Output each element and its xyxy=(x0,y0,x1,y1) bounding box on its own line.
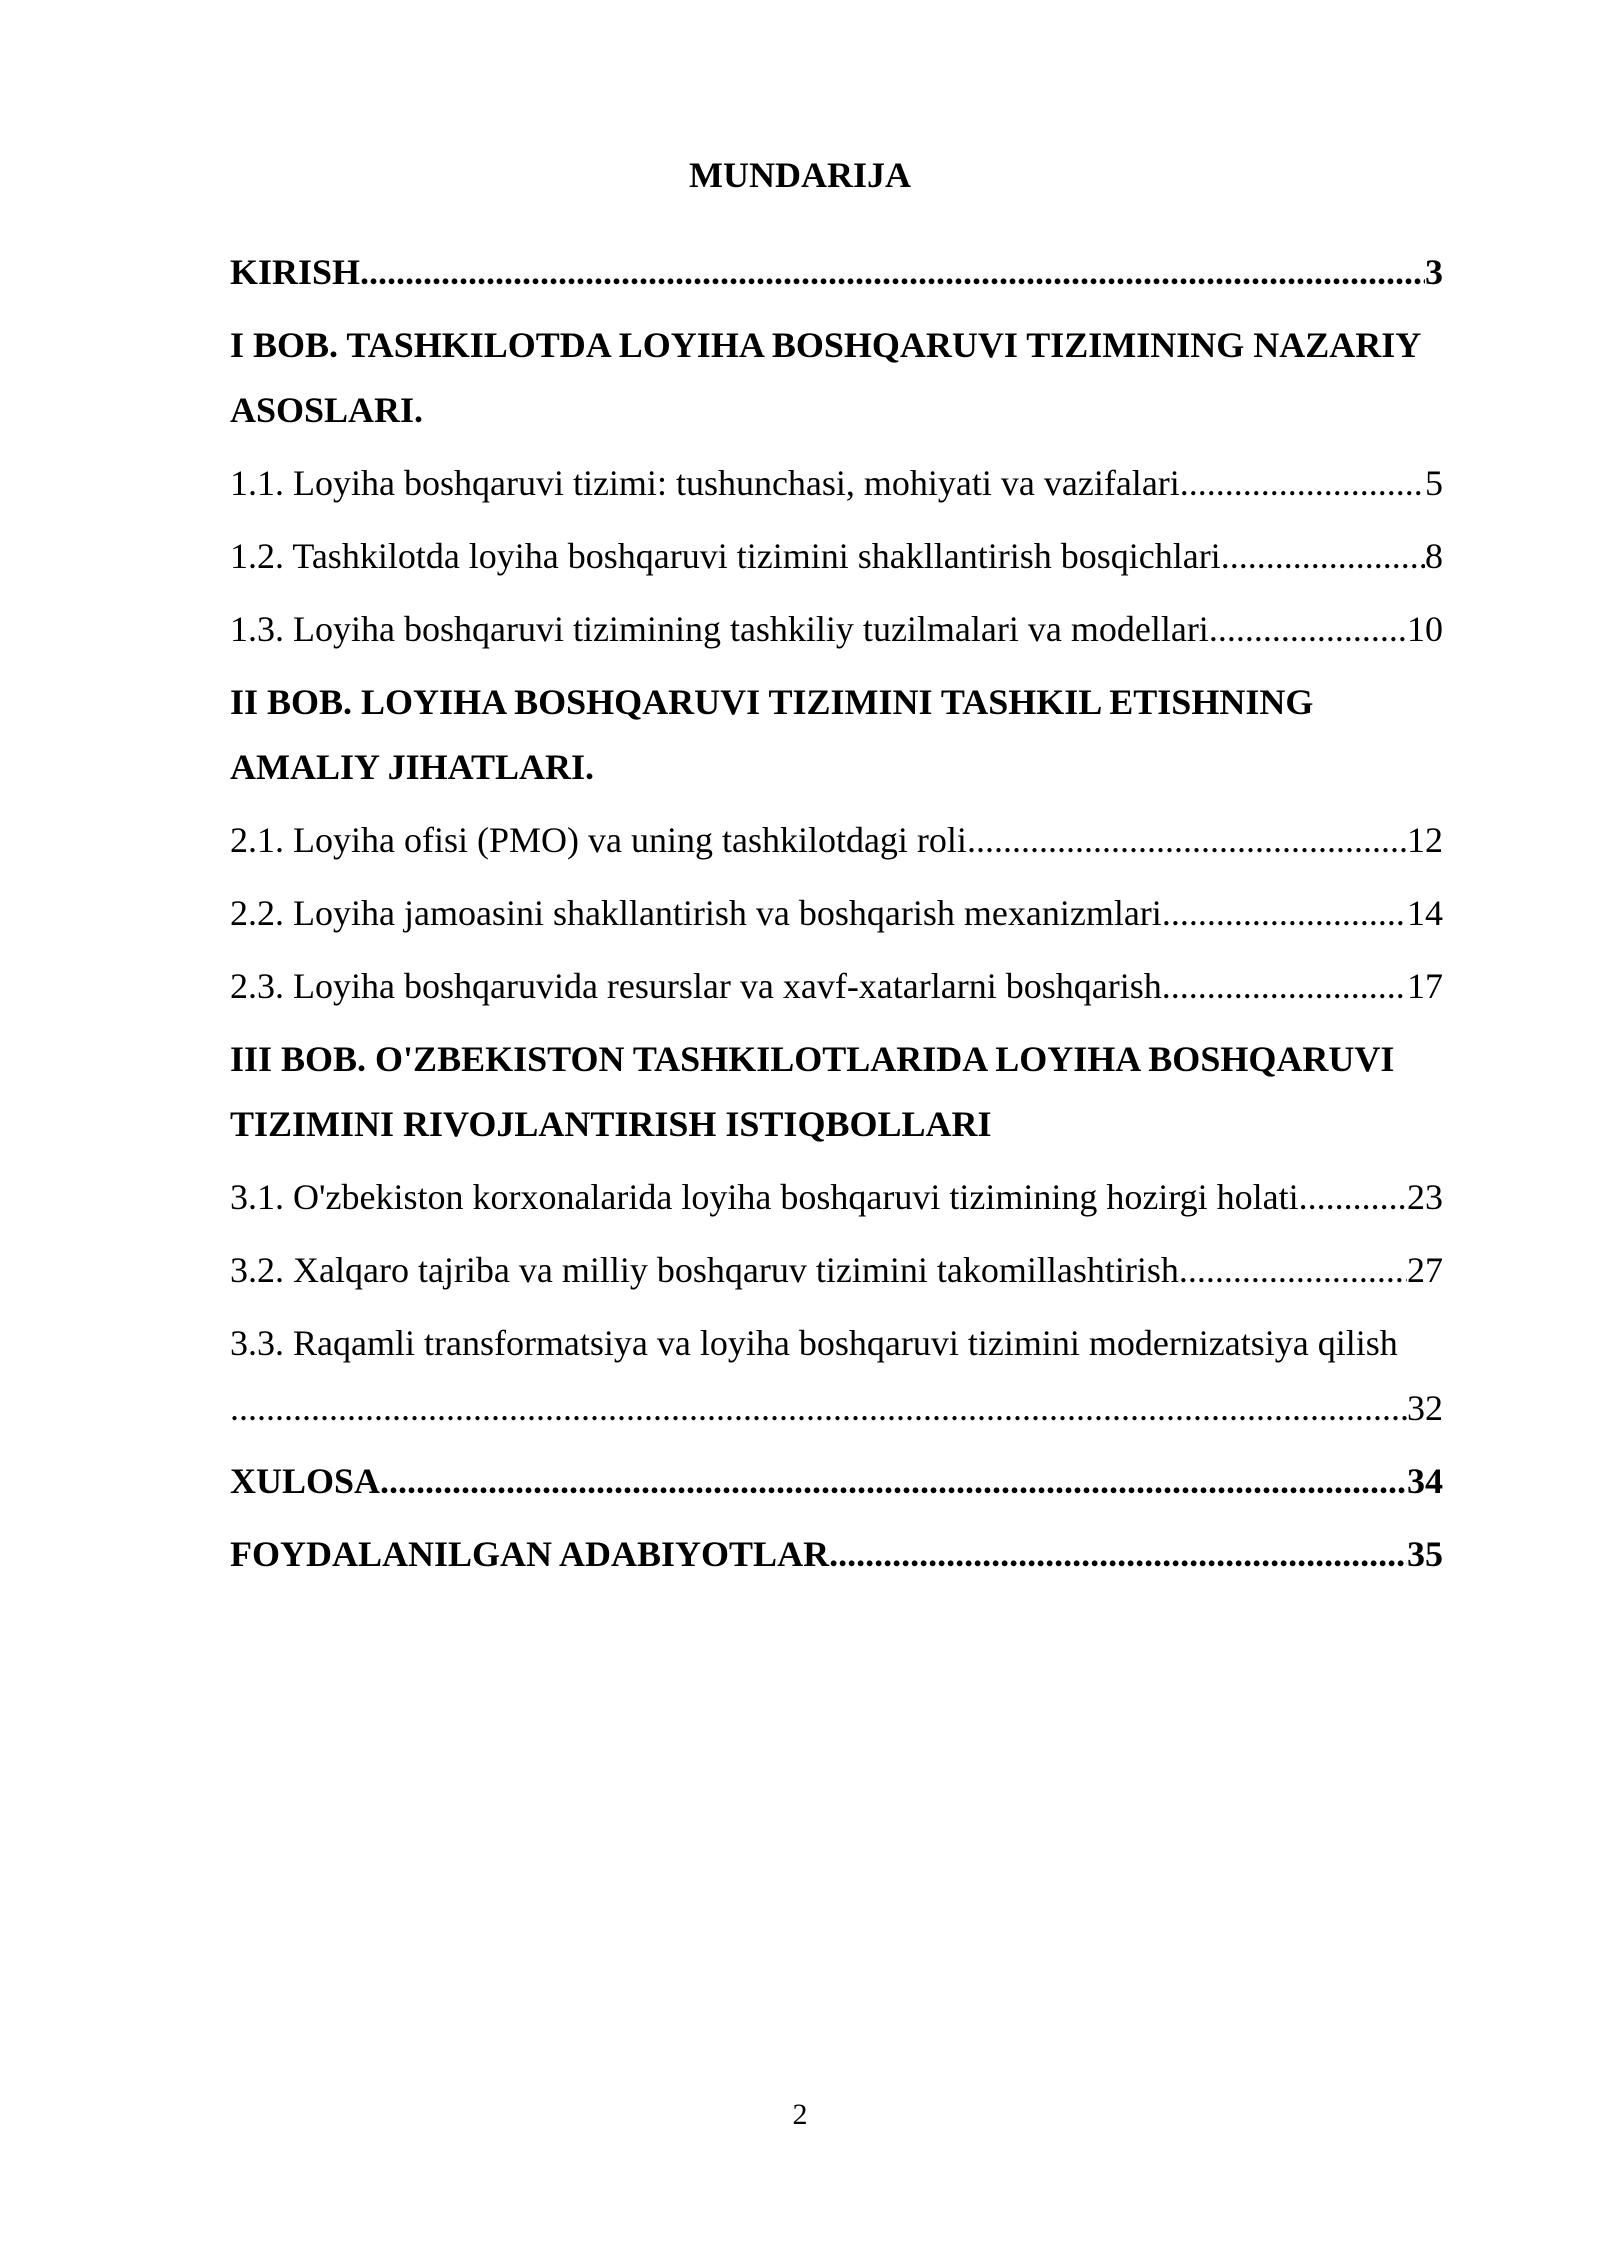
toc-entry-title: 1.2. Tashkilotda loyiha boshqaruvi tizimini shakllantirish bosqichlari xyxy=(230,536,1221,576)
toc-entry-title: 2.2. Loyiha jamoasini shakllantirish va boshqarish mexanizmlari xyxy=(230,893,1162,933)
toc-entry-page: 23 xyxy=(1407,1177,1443,1217)
toc-entry-references[interactable] xyxy=(230,1522,1485,1595)
toc-entry-3-1[interactable] xyxy=(230,1165,1485,1238)
toc-entry-conclusion[interactable] xyxy=(230,1449,1485,1522)
chapter-heading-line: ASOSLARI. xyxy=(230,390,424,430)
chapter-heading-3[interactable] xyxy=(230,1027,1485,1157)
toc-entry-title: 3.3. Raqamli transformatsiya va loyiha boshqaruvi tizimini modernizatsiya qilish xyxy=(230,1323,1398,1363)
toc-entry-1-1[interactable] xyxy=(230,451,1485,524)
toc-entry-page: 8 xyxy=(1425,536,1443,576)
toc-entry-3-3[interactable] xyxy=(230,1311,1485,1449)
toc-entry-3-2[interactable] xyxy=(230,1238,1485,1311)
dot-leader xyxy=(829,1522,1407,1587)
chapter-heading-line: II BOB. LOYIHA BOSHQARUVI TIZIMINI TASHKIL ETISHNING xyxy=(230,682,1314,722)
page-title: MUNDARIJA xyxy=(689,155,911,195)
dot-leader xyxy=(360,240,1425,305)
toc-entry-title: 2.3. Loyiha boshqaruvida resurslar va xavf-xatarlarni boshqarish xyxy=(230,966,1162,1006)
toc-entry-page: 5 xyxy=(1425,463,1443,503)
toc-entry-page: 34 xyxy=(1407,1461,1443,1501)
toc-entry-page: 3 xyxy=(1425,252,1443,292)
toc-entry-title: 1.3. Loyiha boshqaruvi tizimining tashkiliy tuzilmalari va modellari xyxy=(230,609,1209,649)
page-number: 2 xyxy=(792,2098,808,2131)
toc-entry-page: 14 xyxy=(1407,893,1443,933)
toc-entry-title: 3.2. Xalqaro tajriba va milliy boshqaruv tizimini takomillashtirish xyxy=(230,1250,1179,1290)
chapter-heading-line: I BOB. TASHKILOTDA LOYIHA BOSHQARUVI TIZIMINING NAZARIY xyxy=(230,325,1422,365)
toc-entry-2-1[interactable] xyxy=(230,808,1485,881)
dot-leader xyxy=(1162,954,1407,1019)
chapter-heading-1[interactable] xyxy=(230,313,1485,443)
toc-entry-intro[interactable] xyxy=(230,240,1485,313)
chapter-heading-line: III BOB. O'ZBEKISTON TASHKILOTLARIDA LOYIHA BOSHQARUVI xyxy=(230,1039,1395,1079)
toc-entry-page: 10 xyxy=(1407,609,1443,649)
toc-entry-title: KIRISH xyxy=(230,252,361,292)
dot-leader xyxy=(380,1449,1407,1514)
dot-leader xyxy=(1299,1165,1407,1230)
dot-leader xyxy=(1162,881,1407,946)
toc-entry-page: 35 xyxy=(1407,1534,1443,1574)
dot-leader xyxy=(1221,524,1425,589)
chapter-heading-line: AMALIY JIHATLARI. xyxy=(230,747,595,787)
toc-entry-title: 1.1. Loyiha boshqaruvi tizimi: tushunchasi, mohiyati va vazifalari xyxy=(230,463,1180,503)
table-of-contents xyxy=(230,240,1485,1595)
toc-entry-2-3[interactable] xyxy=(230,954,1485,1027)
dot-leader xyxy=(967,808,1407,873)
toc-entry-page: 17 xyxy=(1407,966,1443,1006)
toc-entry-title: XULOSA xyxy=(230,1461,381,1501)
toc-entry-2-2[interactable] xyxy=(230,881,1485,954)
toc-entry-title: 3.1. O'zbekiston korxonalarida loyiha boshqaruvi tizimining hozirgi holati xyxy=(230,1177,1299,1217)
toc-entry-1-3[interactable] xyxy=(230,597,1485,670)
dot-leader xyxy=(1179,1238,1407,1303)
dot-leader xyxy=(1180,451,1425,516)
chapter-heading-line: TIZIMINI RIVOJLANTIRISH ISTIQBOLLARI xyxy=(230,1104,992,1144)
toc-entry-page: 32 xyxy=(1407,1388,1443,1428)
dot-leader xyxy=(230,1376,1407,1441)
toc-entry-page: 27 xyxy=(1407,1250,1443,1290)
toc-entry-page: 12 xyxy=(1407,820,1443,860)
dot-leader xyxy=(1209,597,1407,662)
chapter-heading-2[interactable] xyxy=(230,670,1485,800)
toc-entry-title: 2.1. Loyiha ofisi (PMO) va uning tashkilotdagi roli xyxy=(230,820,967,860)
toc-entry-1-2[interactable] xyxy=(230,524,1485,597)
toc-entry-title: FOYDALANILGAN ADABIYOTLAR xyxy=(230,1534,830,1574)
